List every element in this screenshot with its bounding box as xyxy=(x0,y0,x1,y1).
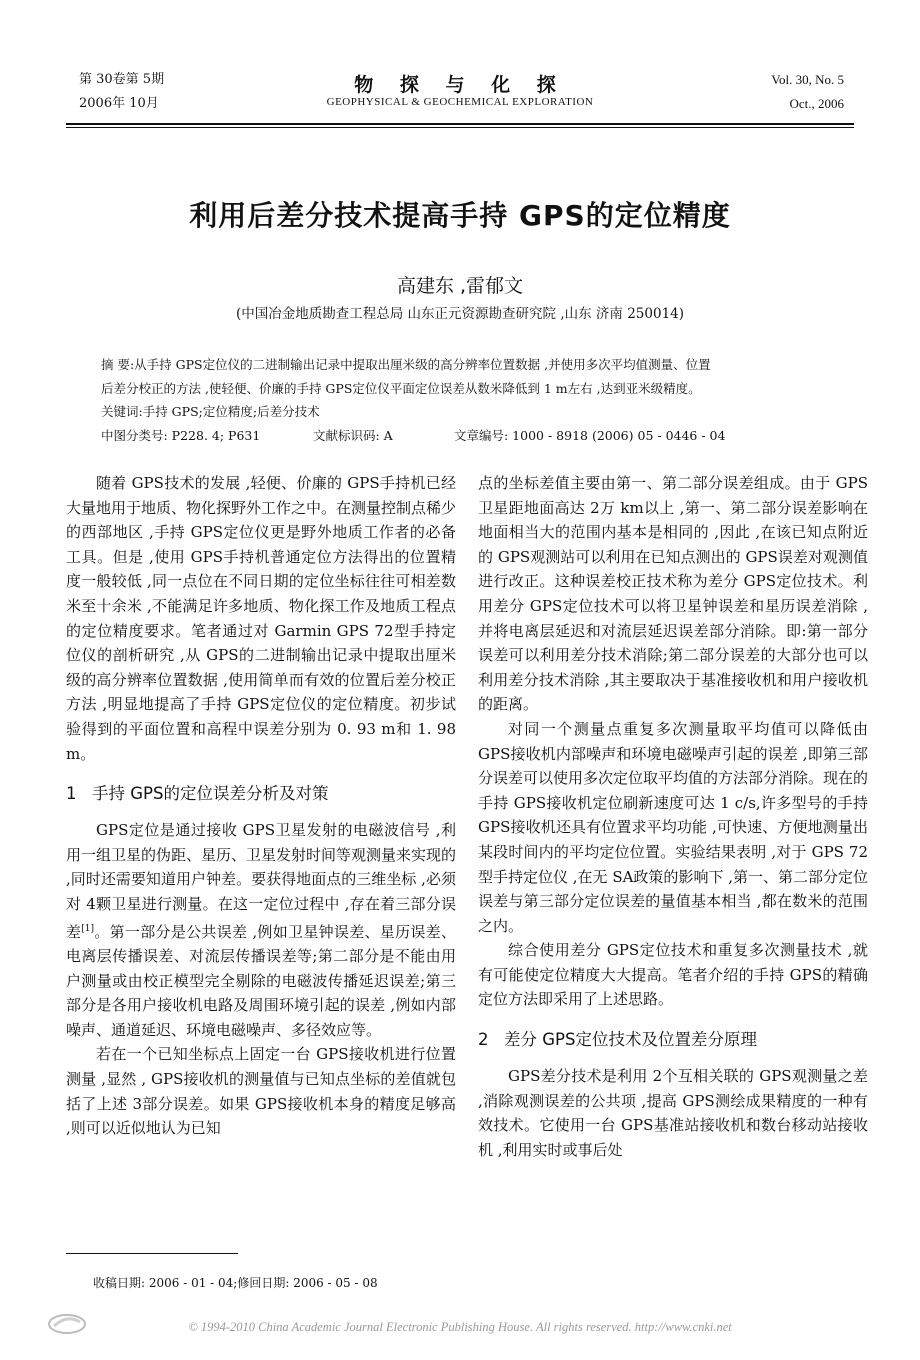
abstract-line-1: 摘 要:从手持 GPS定位仪的二进制输出记录中提取出厘米级的高分辨率位置数据 ,并使用多次平均值测量、位置 xyxy=(101,357,711,372)
affiliation: (中国冶金地质勘查工程总局 山东正元资源勘查研究院 ,山东 济南 250014) xyxy=(235,306,685,322)
section-1-paragraph-1-text-a: GPS定位是通过接收 GPS卫星发射的电磁波信号 ,利用一组卫星的伪距、星历、卫星发射时间等观测量来实现的 ,同时还需要知道用户钟差。要获得地面点的三维坐标 ,必须对 4颗卫星进行测量。在这一定位过程中 ,存在着三部分误差 xyxy=(66,821,457,941)
received-date: 收稿日期: 2006 - 01 - 04;修回日期: 2006 - 05 - 08 xyxy=(93,1276,378,1290)
document-code: 文献标识码: A xyxy=(313,428,393,443)
header-rule-thin xyxy=(66,127,854,128)
volume-en: Vol. 30, No. 5 xyxy=(771,72,844,87)
section-1-paragraph-2-continued: 点的坐标差值主要由第一、第二部分误差组成。由于 GPS卫星距地面高达 2万 km以上 ,第一、第二部分误差影响在地面相当大的范围内基本是相同的 ,因此 ,在该已知点附近的 GPS观测站可以利用在已知点测出的 GPS误差对观测值进行改正。这种误差校正技术称为差分 GPS定位技术。利用差分 GPS定位技术可以将卫星钟误差和星历误差消除 ,并将电离层延迟和对流层延迟误差部分消除。即:第一部分误差可以利用差分技术消除;第二部分误差的大部分也可以利用差分技术消除 ,其主要取决于基准接收机和用户接收机的距离。 xyxy=(478,474,868,714)
journal-title-cn: 物 探 与 化 探 xyxy=(354,74,566,96)
section-1-paragraph-1 xyxy=(66,818,456,1042)
section-1-paragraph-3: 对同一个测量点重复多次测量取平均值可以降低由 GPS接收机内部噪声和环境电磁噪声引起的误差 ,即第三部分误差可以使用多次定位取平均值的方法部分消除。现在的手持 GPS接收机定位刷新速度可达 1 c/s,许多型号的手持 GPS接收机还具有位置求平均功能 ,可快速、方便地测量出某段时间内的平均定位位置。实验结果表明 ,对于 GPS 72型手持定位仪 ,在无 SA政策的影响下 ,第一、第二部分定位误差与第三部分定位误差的量值基本相当 ,都在数米的范围之内。 xyxy=(478,719,869,935)
article-number: 文章编号: 1000 - 8918 (2006) 05 - 0446 - 04 xyxy=(454,428,726,443)
header-rule-thick xyxy=(66,123,854,125)
section-1-paragraph-2: 若在一个已知坐标点上固定一台 GPS接收机进行位置测量 ,显然 , GPS接收机的测量值与已知点坐标的差值就包括了上述 3部分误差。如果 GPS接收机本身的精度足够高 ,则可以近似地认为已知 xyxy=(66,1045,456,1138)
copyright-footer: © 1994-2010 China Academic Journal Electronic Publishing House. All rights reserved. http://www.cnki.net xyxy=(188,1320,732,1334)
abstract-line-2: 后差分校正的方法 ,使轻便、价廉的手持 GPS定位仪平面定位误差从数米降低到 1 m左右 ,达到亚米级精度。 xyxy=(101,381,701,396)
section-2-number: 2 xyxy=(478,1030,489,1050)
authors: 高建东 ,雷郁文 xyxy=(396,275,524,297)
date-cn: 2006年 10月 xyxy=(79,96,159,111)
right-column xyxy=(478,471,868,1162)
left-column xyxy=(66,471,456,1141)
clc-number: 中图分类号: P228. 4; P631 xyxy=(101,428,261,443)
section-1-paragraph-1-text-b: 。第一部分是公共误差 ,例如卫星钟误差、星历误差、电离层传播误差、对流层传播误差等;第二部分是不能由用户测量或由校正模型完全剔除的电磁波传播延迟误差;第三部分是各用户接收机电路及周围环境引起的误差 ,例如内部噪声、通道延迟、环境电磁噪声、多径效应等。 xyxy=(66,922,456,1039)
section-1-paragraph-4: 综合使用差分 GPS定位技术和重复多次测量技术 ,就有可能使定位精度大大提高。笔者介绍的手持 GPS的精确定位方法即采用了上述思路。 xyxy=(478,941,868,1009)
footnote-rule xyxy=(66,1253,238,1254)
section-1-heading xyxy=(66,782,456,806)
paper-title: 利用后差分技术提高手持 GPS的定位精度 xyxy=(189,199,731,232)
volume-cn: 第 30卷第 5期 xyxy=(79,72,165,87)
citation-ref-1: [1] xyxy=(81,923,95,934)
intro-paragraph: 随着 GPS技术的发展 ,轻便、价廉的 GPS手持机已经大量地用于地质、物化探野外工作之中。在测量控制点稀少的西部地区 ,手持 GPS定位仪更是野外地质工作者的必备工具。但是 ,使用 GPS手持机普通定位方法得出的位置精度一般较低 ,同一点位在不同日期的定位坐标往往可相差数米至十余米 ,不能满足许多地质、物化探工作及地质工程点的定位精度要求。笔者通过对 Garmin GPS 72型手持定位仪的剖析研究 ,从 GPS的二进制输出记录中提取出厘米级的高分辨率位置数据 ,使用简单而有效的位置后差分校正方法 ,明显地提高了手持 GPS定位仪的定位精度。初步试验得到的平面位置和高程中误差分别为 0. 93 m和 1. 98 m。 xyxy=(66,474,457,763)
section-2-heading xyxy=(478,1028,868,1052)
section-1-title: 手持 GPS的定位误差分析及对策 xyxy=(92,784,329,804)
journal-title-en: GEOPHYSICAL & GEOCHEMICAL EXPLORATION xyxy=(326,96,594,108)
section-2-paragraph-1: GPS差分技术是利用 2个互相关联的 GPS观测量之差 ,消除观测误差的公共项 ,提高 GPS测绘成果精度的一种有效技术。它使用一台 GPS基准站接收机和数台移动站接收机 ,利用实时或事后处 xyxy=(478,1067,868,1159)
keywords: 关键词:手持 GPS;定位精度;后差分技术 xyxy=(101,404,320,419)
section-1-number: 1 xyxy=(66,784,77,804)
section-2-title: 差分 GPS定位技术及位置差分原理 xyxy=(504,1030,757,1050)
date-en: Oct., 2006 xyxy=(789,96,844,111)
